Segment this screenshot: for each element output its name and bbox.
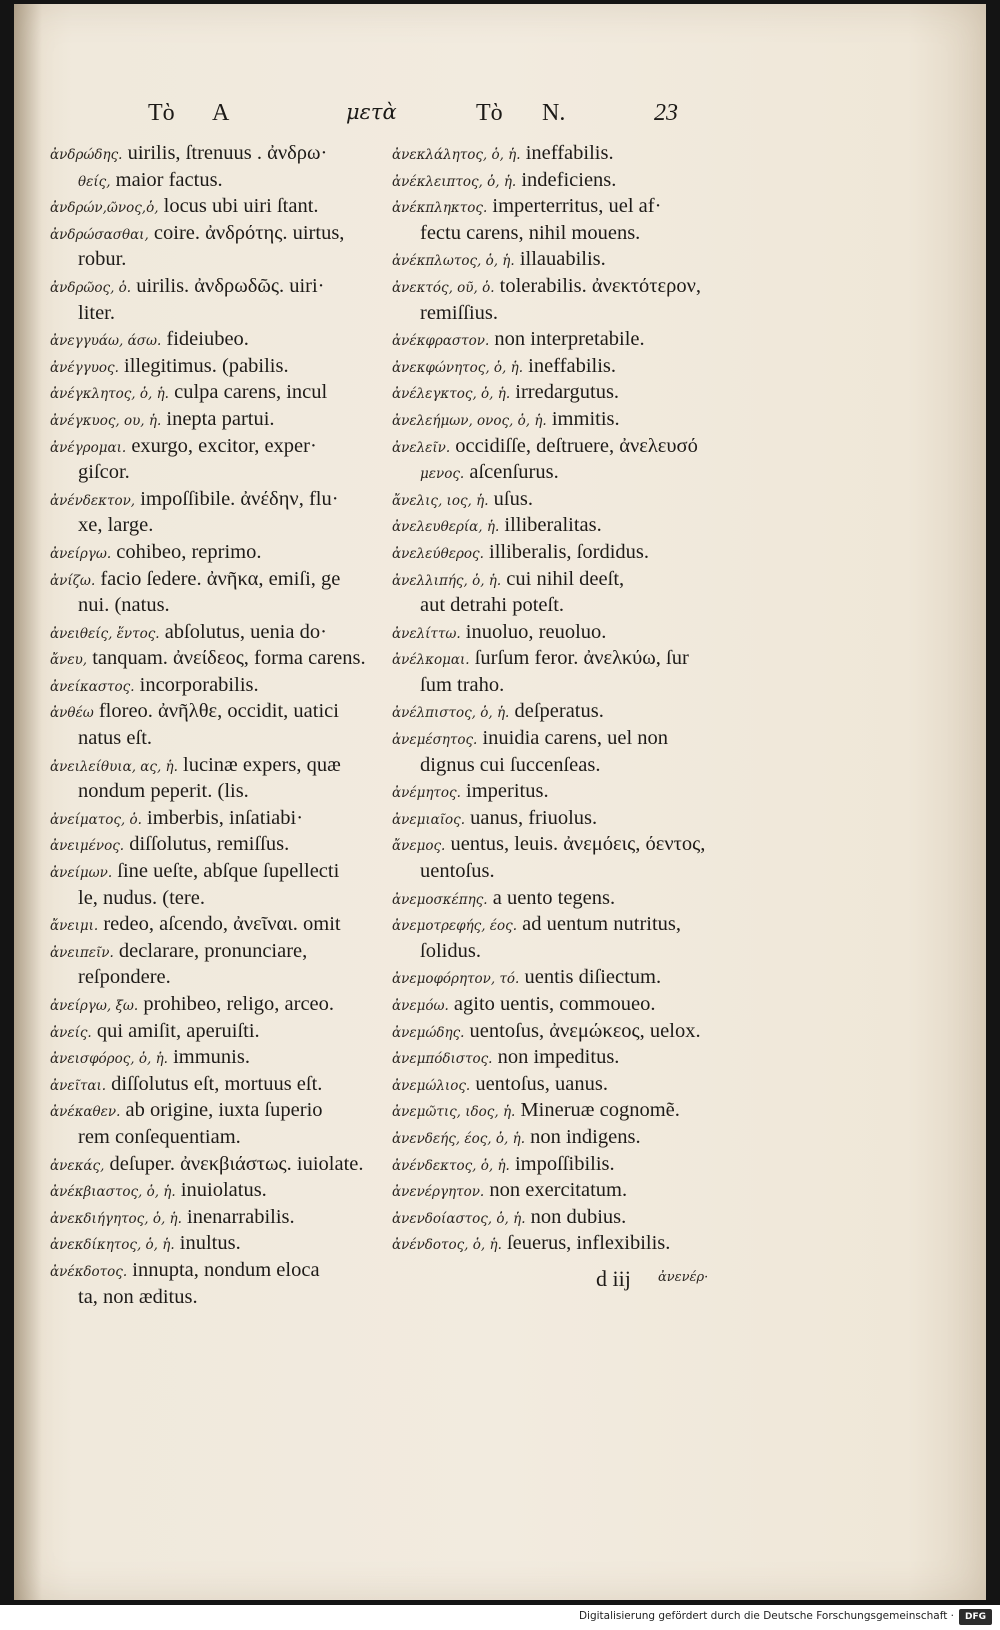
latin-gloss: cohibeo, reprimo.	[111, 540, 262, 563]
greek-headword: ἀνένδοτος, ὁ, ἡ.	[392, 1237, 502, 1254]
greek-headword: ἄνελις, ιος, ἡ.	[392, 492, 489, 509]
dictionary-line	[392, 1230, 764, 1257]
latin-gloss: tolerabilis. ἀνεκτότερον,	[494, 274, 702, 297]
greek-headword: ἀνειπεῖν.	[50, 944, 114, 961]
dictionary-line	[50, 379, 410, 406]
greek-headword: ἀνείματος, ὁ.	[50, 811, 142, 828]
latin-gloss: non dubius.	[525, 1205, 627, 1228]
latin-gloss: abſolutus, uenia do·	[159, 620, 327, 643]
greek-headword: ἀνεκτός, οῦ, ὁ.	[392, 279, 495, 296]
greek-headword: ἀνεμώδης.	[392, 1024, 465, 1041]
latin-gloss: innupta, nondum eloca	[127, 1258, 320, 1281]
latin-gloss: ta, non æditus.	[78, 1285, 198, 1308]
dictionary-line	[50, 353, 410, 380]
dictionary-line	[392, 1177, 764, 1204]
latin-gloss: non indigens.	[524, 1125, 641, 1148]
latin-gloss: uentoſus, uanus.	[470, 1072, 608, 1095]
dictionary-line	[392, 885, 764, 912]
dictionary-line	[392, 1151, 764, 1178]
greek-headword: ἀνδρώδης.	[50, 147, 123, 163]
greek-headword: ἀνεμέσητος.	[392, 732, 478, 749]
latin-gloss: ineffabilis.	[523, 354, 617, 377]
latin-gloss: deſperatus.	[509, 700, 604, 723]
latin-gloss: coire. ἀνδρότης. uirtus,	[148, 221, 345, 244]
dictionary-line	[50, 539, 410, 566]
dictionary-line	[50, 140, 410, 167]
greek-headword: ἀνεκλάλητος, ὁ, ἡ.	[392, 147, 521, 163]
dictionary-line	[392, 512, 764, 539]
running-head-right-letter: N.	[542, 100, 566, 126]
latin-gloss: impoſſibile. ἀνέδην, flu·	[135, 487, 339, 510]
left-column	[50, 140, 410, 1310]
dictionary-line	[392, 1097, 764, 1124]
latin-gloss: floreo. ἀνῆλθε, occidit, uatici	[93, 700, 339, 723]
running-head	[14, 100, 986, 136]
dictionary-line	[50, 805, 410, 832]
catchword: ἀνενέρ·	[658, 1270, 709, 1285]
dictionary-line	[50, 1151, 410, 1178]
latin-gloss: prohibeo, religo, arceo.	[138, 993, 335, 1015]
dictionary-line	[50, 1124, 410, 1151]
greek-headword: ἄνειμι.	[50, 918, 99, 935]
latin-gloss: xe, large.	[78, 514, 154, 537]
latin-gloss: ſum traho.	[420, 673, 505, 696]
greek-headword: ἀνένδεκτος, ὁ, ἡ.	[392, 1157, 510, 1174]
latin-gloss: ſeuerus, inflexibilis.	[501, 1232, 671, 1255]
dictionary-line	[392, 433, 764, 460]
greek-headword: ἀνέκπληκτος.	[392, 200, 488, 217]
latin-gloss: aſcenſurus.	[464, 461, 559, 484]
greek-headword: ἀνεμοτρεφής, έος.	[392, 918, 518, 935]
latin-gloss: reſpondere.	[78, 966, 171, 989]
latin-gloss: inuiolatus.	[175, 1179, 267, 1202]
dictionary-line	[392, 619, 764, 646]
dictionary-line	[392, 645, 764, 672]
latin-gloss: uentis diſiectum.	[519, 966, 662, 989]
greek-headword: ἀνεκφώνητος, ὁ, ἡ.	[392, 359, 524, 376]
latin-gloss: maior factus.	[110, 168, 223, 191]
latin-gloss: uentoſus, ἀνεμώκεος, uelox.	[464, 1019, 701, 1042]
dictionary-line	[50, 1177, 410, 1204]
dictionary-line	[392, 353, 764, 380]
latin-gloss: exurgo, excitor, exper·	[126, 434, 317, 457]
dictionary-line	[392, 300, 764, 327]
greek-headword: μενος.	[420, 466, 465, 483]
greek-headword: ἀνεμπόδιστος.	[392, 1051, 493, 1068]
dictionary-line	[50, 698, 410, 725]
dfg-logo-icon: DFG	[959, 1609, 992, 1625]
dictionary-line	[392, 698, 764, 725]
latin-gloss: fectu carens, nihil mouens.	[420, 221, 641, 244]
latin-gloss: incorporabilis.	[134, 673, 259, 696]
greek-headword: ἀνεκάς,	[50, 1157, 105, 1174]
running-head-middle: μετὰ	[346, 100, 397, 124]
dictionary-line	[50, 1257, 410, 1284]
greek-headword: ἀνελεῖν.	[392, 439, 451, 456]
running-head-left-letter: A	[212, 100, 230, 126]
latin-gloss: ineffabilis.	[520, 142, 614, 164]
dictionary-line	[50, 1230, 410, 1257]
greek-headword: ἀνεμόω.	[392, 998, 449, 1014]
dictionary-line	[392, 1204, 764, 1231]
latin-gloss: ſine ueſte, abſque ſupellecti	[112, 860, 340, 883]
latin-gloss: aut detrahi poteſt.	[420, 594, 565, 617]
latin-gloss: locus ubi uiri ſtant.	[158, 195, 319, 218]
greek-headword: ἀνεκδιήγητος, ὁ, ἡ.	[50, 1210, 182, 1227]
latin-gloss: ab origine, iuxta ſuperio	[120, 1099, 323, 1122]
dictionary-line	[392, 725, 764, 752]
latin-gloss: deſuper. ἀνεκβιάστως. iuiolate.	[104, 1152, 364, 1175]
latin-gloss: occidiſſe, deſtruere, ἀνελευσό	[450, 434, 698, 457]
dictionary-line	[50, 938, 410, 965]
funding-credit: Digitalisierung gefördert durch die Deutsche Forschungsgemeinschaft ·	[578, 1610, 954, 1622]
dictionary-line	[392, 1124, 764, 1151]
dictionary-line	[50, 406, 410, 433]
greek-headword: ἀνέκπλωτος, ὁ, ἡ.	[392, 253, 515, 270]
greek-headword: ἀνέγγυος.	[50, 359, 119, 376]
latin-gloss: impoſſibilis.	[509, 1152, 615, 1175]
dictionary-line	[50, 645, 410, 672]
dictionary-line	[50, 326, 410, 353]
greek-headword: ἀνενδοίαστος, ὁ, ἡ.	[392, 1210, 526, 1227]
latin-gloss: nui. (natus.	[78, 594, 170, 617]
page-fold-shadow	[14, 4, 42, 1600]
dictionary-line	[392, 406, 764, 433]
dictionary-line	[50, 1044, 410, 1071]
latin-gloss: facio ſedere. ἀνῆκα, emiſi, ge	[95, 567, 341, 590]
latin-gloss: redeo, aſcendo, ἀνεῖναι. omit	[98, 913, 341, 936]
greek-headword: ἀνεμιαῖος.	[392, 811, 466, 828]
latin-gloss: illiberalitas.	[499, 514, 602, 537]
dictionary-line	[50, 672, 410, 699]
latin-gloss: inenarrabilis.	[181, 1205, 295, 1228]
dictionary-line	[50, 433, 410, 460]
dictionary-line	[50, 858, 410, 885]
greek-headword: ἀνενδεής, έος, ὁ, ἡ.	[392, 1130, 525, 1147]
dictionary-line	[392, 858, 764, 885]
dictionary-line	[50, 1284, 410, 1311]
right-column	[392, 140, 764, 1257]
greek-headword: ἀνεμοφόρητον, τό.	[392, 971, 520, 988]
dictionary-line	[50, 193, 410, 220]
greek-headword: ἀνειθείς, ἕντος.	[50, 625, 160, 642]
latin-gloss: imperterritus, uel af·	[487, 195, 662, 218]
dictionary-line	[50, 592, 410, 619]
greek-headword: ἀνελίττω.	[392, 625, 461, 642]
latin-gloss: uirilis. ἀνδρωδῶς. uiri·	[131, 274, 325, 297]
greek-headword: ἀνθέω	[50, 705, 94, 722]
greek-headword: ἀνεῖται.	[50, 1077, 107, 1094]
dictionary-line	[392, 273, 764, 300]
greek-headword: ἀνέγρομαι.	[50, 439, 127, 456]
greek-headword: ἀνελεύθερος.	[392, 545, 484, 562]
dictionary-line	[50, 1071, 410, 1098]
dictionary-line	[392, 326, 764, 353]
dictionary-line	[50, 831, 410, 858]
latin-gloss: diſſolutus eſt, mortuus eſt.	[106, 1072, 323, 1095]
latin-gloss: dignus cui ſuccenſeas.	[420, 753, 601, 776]
dictionary-line	[392, 991, 764, 1018]
latin-gloss: non interpretabile.	[489, 328, 645, 351]
greek-headword: ἀνέλπιστος, ὁ, ἡ.	[392, 705, 510, 722]
greek-headword: ἀνεκδίκητος, ὁ, ἡ.	[50, 1237, 175, 1254]
dictionary-line	[392, 964, 764, 991]
latin-gloss: diſſolutus, remiſſus.	[124, 833, 290, 856]
greek-headword: ἀνδρών,ῶνος,ὁ,	[50, 200, 159, 217]
latin-gloss: ſolidus.	[420, 939, 481, 962]
latin-gloss: agito uentis, commoueo.	[448, 993, 656, 1015]
latin-gloss: immunis.	[167, 1046, 250, 1069]
latin-gloss: imberbis, inſatiabi·	[141, 806, 304, 829]
greek-headword: ἀνείς.	[50, 1024, 92, 1041]
latin-gloss: declarare, pronunciare,	[113, 939, 308, 962]
latin-gloss: non impeditus.	[492, 1046, 620, 1069]
dictionary-line	[50, 1204, 410, 1231]
dictionary-line	[392, 459, 764, 486]
greek-headword: ἀνέμητος.	[392, 785, 461, 802]
signature-mark: d iij	[596, 1266, 631, 1291]
dictionary-line	[392, 566, 764, 593]
dictionary-line	[392, 1018, 764, 1045]
greek-headword: ἀνειλείθυια, ας, ἡ.	[50, 758, 178, 775]
greek-headword: ἀνέγκυος, ου, ἡ.	[50, 412, 162, 429]
dictionary-line	[392, 911, 764, 938]
book-page	[14, 4, 986, 1600]
dictionary-line	[50, 991, 410, 1018]
dictionary-line	[392, 752, 764, 779]
greek-headword: ἀνίζω.	[50, 572, 96, 589]
dictionary-line	[50, 167, 410, 194]
latin-gloss: lucinæ expers, quæ	[177, 753, 341, 776]
latin-gloss: irredargutus.	[510, 381, 620, 404]
latin-gloss: illegitimus. (pabilis.	[118, 354, 289, 377]
dictionary-line	[50, 220, 410, 247]
dictionary-line	[50, 300, 410, 327]
running-head-left-article: Τὸ	[148, 100, 175, 126]
latin-gloss: inuoluo, reuoluo.	[460, 620, 607, 643]
dictionary-line	[392, 831, 764, 858]
latin-gloss: nondum peperit. (lis.	[78, 780, 249, 803]
latin-gloss: uſus.	[488, 487, 533, 510]
greek-headword: ἀνεμοσκέπης.	[392, 891, 488, 908]
dictionary-line	[392, 938, 764, 965]
latin-gloss: culpa carens, incul	[168, 381, 328, 404]
page-number: 23	[654, 100, 678, 126]
latin-gloss: tanquam. ἀνείδεος, forma carens.	[87, 647, 366, 670]
dictionary-line	[50, 911, 410, 938]
greek-headword: ἀνείργω, ξω.	[50, 998, 139, 1014]
greek-headword: ἀνείμων.	[50, 865, 113, 882]
greek-headword: ἀνενέργητον.	[392, 1184, 485, 1201]
latin-gloss: imperitus.	[460, 780, 549, 803]
dictionary-line	[50, 752, 410, 779]
latin-gloss: a uento tegens.	[487, 886, 616, 909]
latin-gloss: inuidia carens, uel non	[477, 727, 669, 750]
greek-headword: ἀνελευθερία, ἡ.	[392, 519, 500, 536]
greek-headword: ἀνελεήμων, ονος, ὁ, ἡ.	[392, 412, 547, 429]
greek-headword: ἀνέλεγκτος, ὁ, ἡ.	[392, 386, 511, 403]
dictionary-line	[392, 592, 764, 619]
latin-gloss: natus eſt.	[78, 727, 153, 750]
dictionary-line	[392, 539, 764, 566]
dictionary-line	[50, 273, 410, 300]
running-head-right-article: Τὸ	[476, 100, 503, 126]
latin-gloss: le, nudus. (tere.	[78, 886, 205, 909]
latin-gloss: non exercitatum.	[484, 1179, 628, 1202]
greek-headword: ἀνελλιπής, ὁ, ἡ.	[392, 572, 502, 589]
dictionary-line	[392, 220, 764, 247]
latin-gloss: Mineruæ cognomẽ.	[515, 1099, 680, 1122]
dictionary-line	[50, 619, 410, 646]
latin-gloss: ad uentum nutritus,	[517, 913, 682, 936]
greek-headword: ἀνένδεκτον,	[50, 492, 136, 509]
greek-headword: θείς,	[78, 173, 111, 190]
dictionary-line	[392, 672, 764, 699]
dictionary-line	[50, 486, 410, 513]
dictionary-line	[392, 486, 764, 513]
latin-gloss: giſcor.	[78, 461, 130, 484]
greek-headword: ἀνείργω.	[50, 545, 112, 562]
dictionary-line	[392, 778, 764, 805]
latin-gloss: immitis.	[546, 407, 620, 430]
greek-headword: ἀνέγκλητος, ὁ, ἡ.	[50, 386, 169, 403]
dictionary-line	[50, 778, 410, 805]
latin-gloss: cui nihil deeſt,	[501, 567, 625, 590]
dictionary-line	[50, 512, 410, 539]
greek-headword: ἀνειμένος.	[50, 838, 125, 855]
dictionary-line	[50, 1018, 410, 1045]
greek-headword: ἀνέκλειπτος, ὁ, ἡ.	[392, 173, 517, 190]
latin-gloss: uirilis, ſtrenuus . ἀνδρω·	[122, 142, 328, 164]
greek-headword: ἀνέκβιαστος, ὁ, ἡ.	[50, 1184, 176, 1201]
latin-gloss: fideiubeo.	[161, 328, 249, 351]
greek-headword: ἄνευ,	[50, 652, 88, 669]
latin-gloss: rem conſequentiam.	[78, 1125, 241, 1148]
latin-gloss: uentus, leuis. ἀνεμόεις, όεντος,	[445, 833, 706, 856]
dictionary-line	[50, 566, 410, 593]
greek-headword: ἀνδρῶος, ὁ.	[50, 279, 132, 296]
dictionary-line	[392, 246, 764, 273]
dictionary-line	[392, 1071, 764, 1098]
dictionary-line	[392, 805, 764, 832]
greek-headword: ἀνέκδοτος.	[50, 1263, 128, 1280]
dictionary-line	[50, 885, 410, 912]
greek-headword: ἀνέκαθεν.	[50, 1104, 121, 1121]
latin-gloss: remiſſius.	[420, 301, 499, 324]
latin-gloss: indeficiens.	[516, 168, 617, 191]
latin-gloss: illiberalis, ſordidus.	[483, 540, 649, 563]
dictionary-line	[50, 964, 410, 991]
dictionary-line	[392, 167, 764, 194]
latin-gloss: robur.	[78, 248, 127, 271]
latin-gloss: liter.	[78, 301, 116, 324]
dictionary-line	[50, 459, 410, 486]
greek-headword: ἀνέλκομαι.	[392, 652, 470, 669]
greek-headword: ἀνεμῶτις, ιδος, ἡ.	[392, 1104, 516, 1121]
latin-gloss: qui amiſit, aperuiſti.	[91, 1019, 260, 1042]
greek-headword: ἀνδρώσασθαι,	[50, 226, 149, 243]
greek-headword: ἀνεμώλιος.	[392, 1077, 471, 1094]
dictionary-line	[50, 725, 410, 752]
greek-headword: ἀνεγγυάω, άσω.	[50, 333, 162, 350]
latin-gloss: ſurſum feror. ἀνελκύω, ſur	[469, 647, 689, 670]
dictionary-line	[392, 379, 764, 406]
latin-gloss: inepta partui.	[161, 407, 275, 430]
dictionary-line	[392, 193, 764, 220]
dictionary-line	[392, 1044, 764, 1071]
latin-gloss: uentoſus.	[420, 860, 495, 883]
dictionary-line	[50, 246, 410, 273]
greek-headword: ἀνεισφόρος, ὁ, ἡ.	[50, 1051, 168, 1068]
latin-gloss: uanus, friuolus.	[465, 806, 598, 829]
dictionary-line	[50, 1097, 410, 1124]
latin-gloss: inultus.	[174, 1232, 241, 1255]
greek-headword: ἀνέκφραστον.	[392, 333, 490, 350]
dictionary-line	[392, 140, 764, 167]
greek-headword: ἄνεμος.	[392, 838, 446, 855]
greek-headword: ἀνείκαστος.	[50, 678, 135, 695]
latin-gloss: illauabilis.	[514, 248, 606, 271]
footer-bar	[0, 1605, 1000, 1630]
